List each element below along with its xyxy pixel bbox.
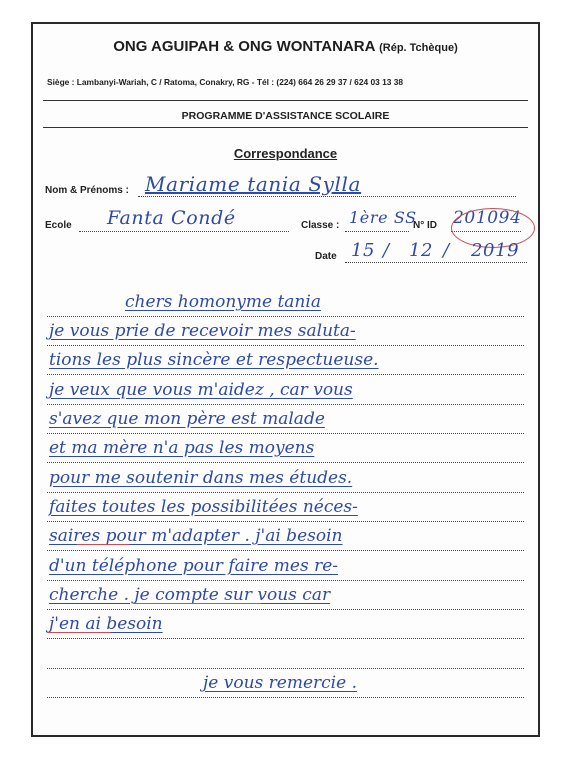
letter-rule (47, 316, 524, 317)
letter-rule (47, 580, 524, 581)
school-dotted-line (79, 231, 289, 232)
red-underline-annotation (133, 603, 261, 604)
organization-country: (Rép. Tchèque) (379, 42, 458, 54)
date-month: 12 (409, 240, 434, 261)
letter-line-8: faites toutes les possibilitées néces- (49, 497, 358, 517)
letter-rule (47, 404, 524, 405)
school-label: Ecole (45, 220, 72, 231)
id-label: N° ID (413, 220, 437, 231)
correspondence-form (31, 22, 540, 737)
letter-line-6: et ma mère n'a pas les moyens (49, 438, 315, 458)
letter-rule (47, 550, 524, 551)
letter-rule (47, 638, 524, 639)
letter-line-10: d'un téléphone pour faire mes re- (49, 556, 339, 576)
name-label: Nom & Prénoms : (45, 185, 129, 196)
date-separator-2: / (443, 240, 450, 261)
letter-rule (47, 697, 524, 698)
program-title: PROGRAMME D'ASSISTANCE SCOLAIRE (181, 110, 390, 122)
letter-line-2: je vous prie de recevoir mes saluta- (49, 321, 356, 341)
red-underline-annotation (47, 632, 111, 633)
letter-line-1: chers homonyme tania (125, 292, 321, 312)
letter-closing: je vous remercie . (203, 673, 357, 693)
name-dotted-line (138, 196, 516, 197)
date-label: Date (315, 251, 337, 262)
letter-rule (47, 462, 524, 463)
date-separator-1: / (383, 240, 390, 261)
header-divider-bottom (43, 127, 528, 128)
letter-line-12: j'en ai besoin (49, 614, 163, 634)
organization-title: ONG AGUIPAH & ONG WONTANARA (113, 38, 375, 55)
letter-rule (47, 492, 524, 493)
letter-line-5: s'avez que mon père est malade (49, 409, 325, 429)
class-label: Classe : (301, 220, 340, 231)
header-divider-top (43, 100, 528, 101)
red-underline-annotation (77, 544, 129, 545)
organization-name (33, 38, 538, 55)
id-value: 201094 (453, 208, 522, 228)
letter-rule (47, 345, 524, 346)
letter-rule (47, 609, 524, 610)
date-dotted-line (345, 262, 527, 263)
letter-line-7: pour me soutenir dans mes études. (49, 468, 353, 488)
letter-rule (47, 521, 524, 522)
letter-rule (47, 374, 524, 375)
class-value: 1ère SS (349, 208, 417, 227)
date-day: 15 (351, 240, 376, 261)
school-value: Fanta Condé (107, 207, 236, 229)
letter-rule (47, 433, 524, 434)
letter-rule (47, 668, 524, 669)
letter-line-4: je veux que vous m'aidez , car vous (49, 380, 353, 400)
letter-line-9: saires pour m'adapter . j'ai besoin (49, 526, 343, 546)
class-dotted-line (345, 231, 409, 232)
letter-line-11: cherche . je compte sur vous car (49, 585, 331, 605)
headquarters-line: Siège : Lambanyi-Wariah, C / Ratoma, Conakry, RG - Tél : (224) 664 26 29 37 / 624 03 13 38 (47, 77, 404, 87)
date-year: 2019 (471, 240, 520, 261)
name-value: Mariame tania Sylla (145, 172, 362, 196)
form-title: Correspondance (233, 146, 338, 161)
letter-line-3: tions les plus sincère et respectueuse. (49, 350, 379, 370)
